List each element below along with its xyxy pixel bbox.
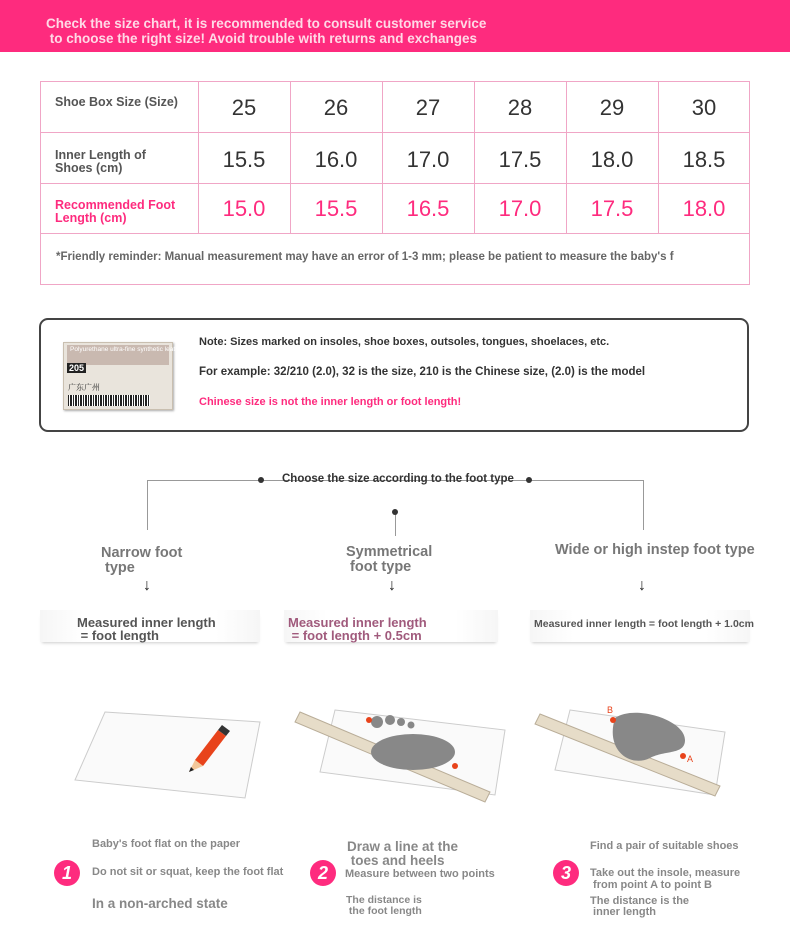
cell-inner-length: 15.5 bbox=[222, 147, 266, 172]
shoe-label-image bbox=[63, 342, 185, 410]
label-city-text: 广东广州 bbox=[68, 383, 100, 392]
step-2-line-3: The distance is the foot length bbox=[346, 894, 422, 917]
tree-dot-icon bbox=[258, 477, 264, 483]
table-divider bbox=[41, 132, 749, 133]
step-3-line-1: Find a pair of suitable shoes bbox=[590, 840, 739, 852]
cell-foot-length: 15.0 bbox=[222, 196, 266, 221]
note-line-1: Note: Sizes marked on insoles, shoe boxes, outsoles, tongues, shoelaces, etc. bbox=[199, 336, 610, 348]
label-material-text: Polyurethane ultra-fine synthetic leather bbox=[70, 346, 185, 353]
cell-inner-length: 16.0 bbox=[314, 147, 358, 172]
cell-foot-length: 17.0 bbox=[498, 196, 542, 221]
label-size-number: 205 bbox=[69, 363, 85, 373]
tree-branch-line bbox=[395, 512, 396, 536]
step-3-badge: 3 bbox=[553, 860, 579, 886]
cell-size: 30 bbox=[691, 95, 717, 120]
point-b-label: B bbox=[607, 705, 614, 715]
cell-foot-length: 17.5 bbox=[590, 196, 634, 221]
step-1-line-3: In a non-arched state bbox=[92, 896, 228, 911]
note-line-3: Chinese size is not the inner length or foot length! bbox=[199, 396, 462, 408]
cell-inner-length: 17.0 bbox=[406, 147, 450, 172]
foot-type-wide: Wide or high instep foot type bbox=[555, 542, 755, 558]
size-table bbox=[40, 81, 750, 285]
cell-foot-length: 16.5 bbox=[406, 196, 450, 221]
row-header-foot-length: Recommended Foot Length (cm) bbox=[55, 198, 176, 225]
table-divider bbox=[41, 233, 749, 234]
cell-inner-length: 18.0 bbox=[590, 147, 634, 172]
measurement-reminder: *Friendly reminder: Manual measurement may have an error of 1-3 mm; please be patient to measure the baby's f bbox=[56, 251, 674, 263]
row-header-inner-length: Inner Length of Shoes (cm) bbox=[55, 148, 146, 175]
cell-size: 28 bbox=[507, 95, 533, 120]
banner-text: Check the size chart, it is recommended to consult customer service to choose the right size! Avoid trouble with returns and exchanges bbox=[46, 16, 487, 46]
cell-size: 29 bbox=[599, 95, 625, 120]
step-2-line-1: Draw a line at the toes and heels bbox=[347, 839, 459, 868]
cell-inner-length: 18.5 bbox=[682, 147, 726, 172]
step-3-line-3: The distance is the inner length bbox=[590, 895, 690, 918]
row-header-shoe-box-size: Shoe Box Size (Size) bbox=[55, 95, 178, 109]
result-narrow: Measured inner length = foot length bbox=[40, 610, 260, 642]
down-arrow-icon: ↓ bbox=[638, 577, 646, 594]
result-wide: Measured inner length = foot length + 1.0cm bbox=[530, 610, 750, 642]
tree-dot-icon bbox=[392, 509, 398, 515]
tree-branch-line bbox=[147, 480, 148, 530]
tree-dot-icon bbox=[526, 477, 532, 483]
foot-type-symmetrical: Symmetrical foot type bbox=[346, 544, 433, 575]
step-1-line-2: Do not sit or squat, keep the foot flat bbox=[92, 866, 284, 878]
insole-ruler-illustration bbox=[535, 700, 735, 805]
note-line-2: For example: 32/210 (2.0), 32 is the size, 210 is the Chinese size, (2.0) is the model bbox=[199, 366, 646, 378]
barcode-icon bbox=[68, 395, 150, 406]
down-arrow-icon: ↓ bbox=[388, 577, 396, 594]
foot-type-heading: Choose the size according to the foot type bbox=[282, 473, 514, 485]
foot-ruler-illustration bbox=[295, 700, 510, 810]
cell-foot-length: 18.0 bbox=[682, 196, 726, 221]
point-a-label: A bbox=[687, 754, 694, 764]
step-1-badge: 1 bbox=[54, 860, 80, 886]
table-divider bbox=[41, 183, 749, 184]
tree-branch-line bbox=[643, 480, 644, 530]
cell-foot-length: 15.5 bbox=[314, 196, 358, 221]
foot-type-narrow: Narrow foot type bbox=[101, 545, 183, 576]
size-note-box bbox=[39, 318, 749, 432]
down-arrow-icon: ↓ bbox=[143, 577, 151, 594]
result-symmetrical: Measured inner length = foot length + 0.5cm bbox=[284, 610, 498, 642]
paper-pencil-illustration bbox=[70, 700, 270, 805]
cell-size: 25 bbox=[231, 95, 257, 120]
cell-inner-length: 17.5 bbox=[498, 147, 542, 172]
foot-icon bbox=[371, 734, 455, 770]
cell-size: 26 bbox=[323, 95, 349, 120]
step-2-badge: 2 bbox=[310, 860, 336, 886]
step-3-line-2: Take out the insole, measure from point A to point B bbox=[590, 867, 741, 891]
cell-size: 27 bbox=[415, 95, 441, 120]
step-1-line-1: Baby's foot flat on the paper bbox=[92, 838, 241, 850]
step-2-line-2: Measure between two points bbox=[345, 868, 495, 880]
